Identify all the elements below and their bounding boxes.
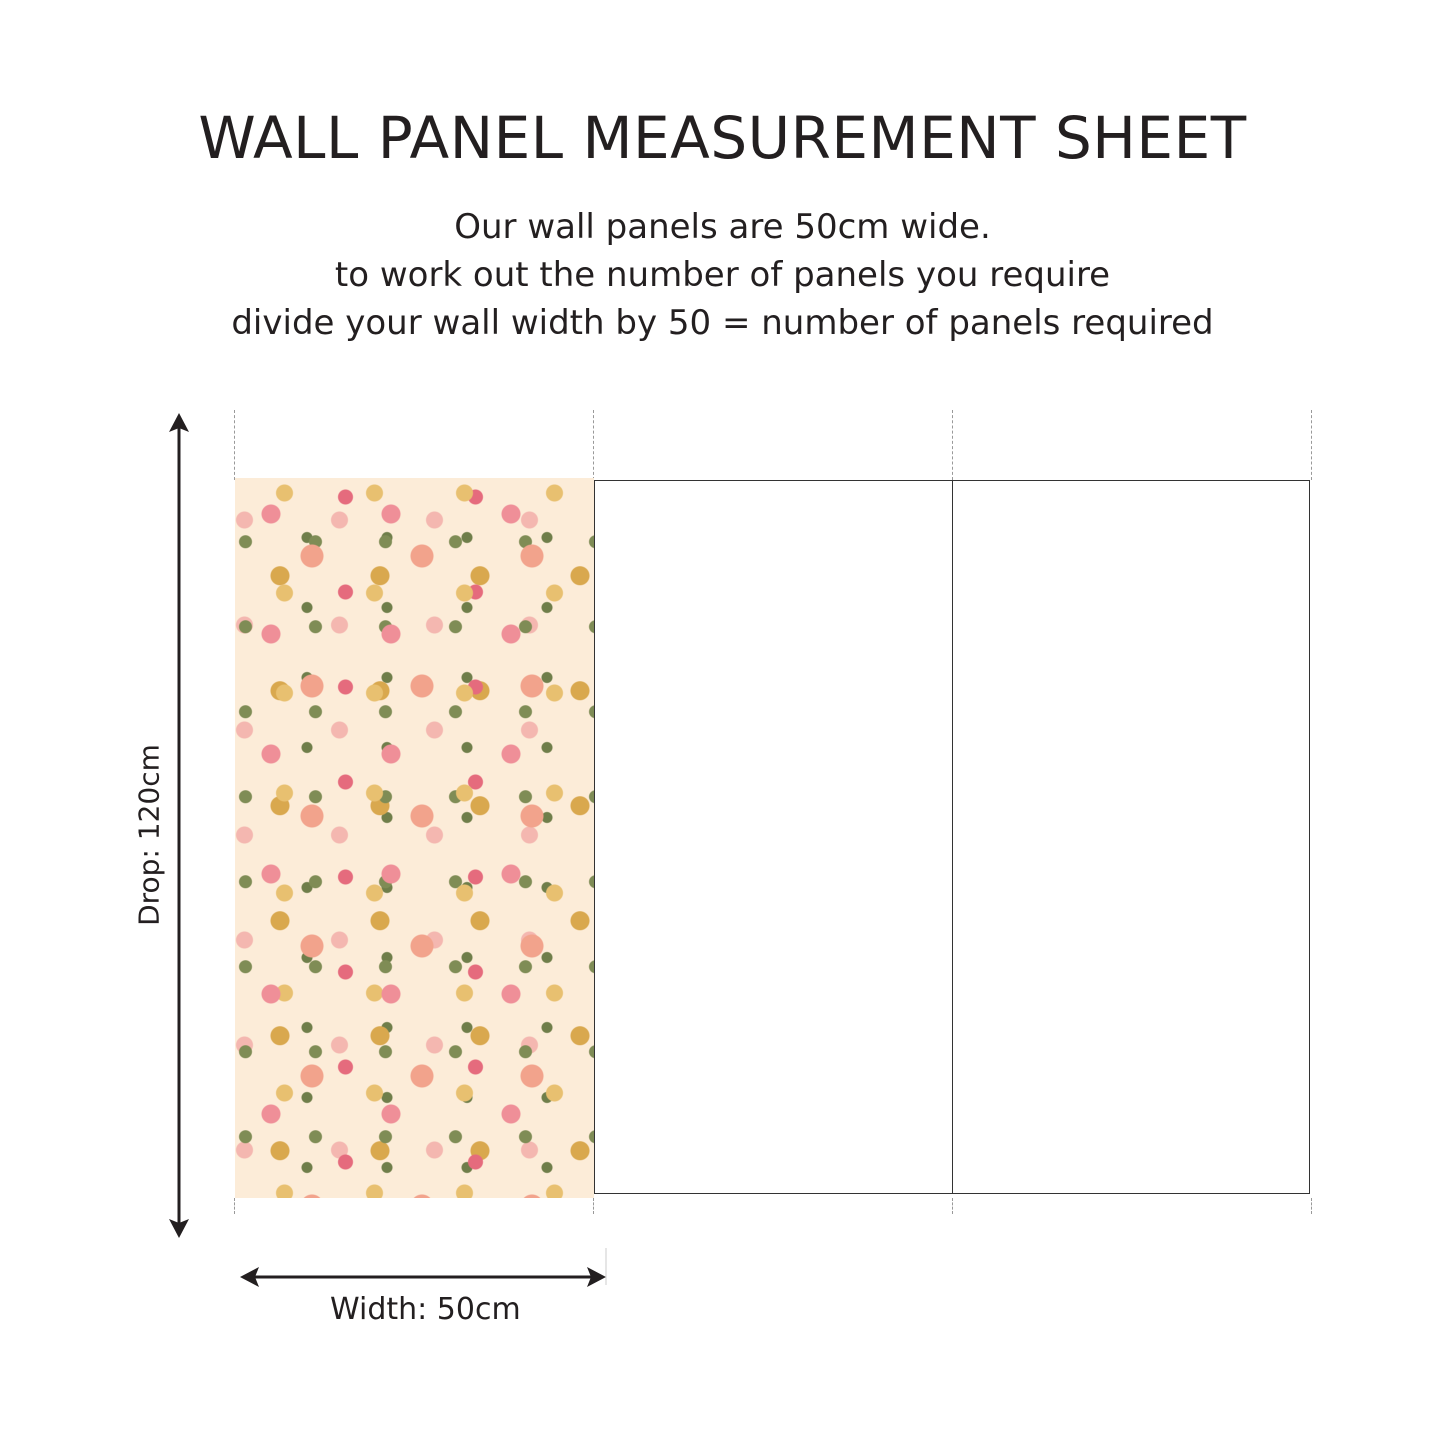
drop-label: Drop: 120cm xyxy=(132,744,166,926)
page-title: WALL PANEL MEASUREMENT SHEET xyxy=(198,104,1247,172)
width-label: Width: 50cm xyxy=(330,1292,521,1327)
instruction-line: to work out the number of panels you require xyxy=(334,255,1111,295)
drop-arrow xyxy=(169,413,189,1238)
width-arrow xyxy=(240,1248,606,1287)
instruction-line: divide your wall width by 50 = number of panels required xyxy=(231,303,1214,343)
instruction-line: Our wall panels are 50cm wide. xyxy=(454,207,991,247)
